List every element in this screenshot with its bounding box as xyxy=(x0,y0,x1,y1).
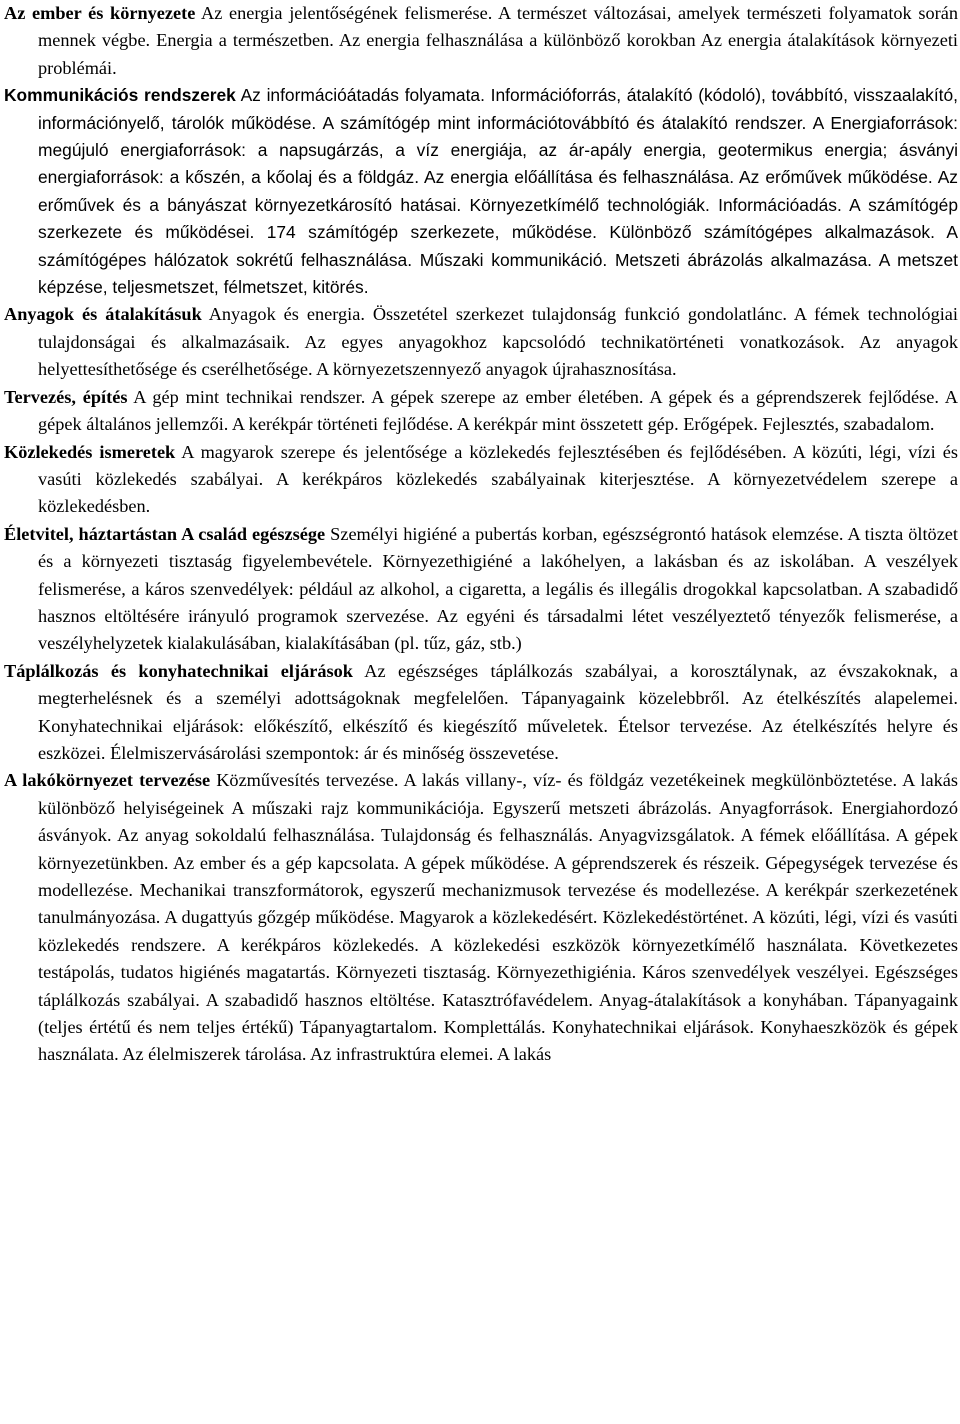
paragraph-text: Az információátadás folyamata. Információforrás, átalakító (kódoló), továbbító, visszaalakító, információnyelő, tárolók működése. A számítógép mint információtovábbító és átalakító rendszer. A Energiaforrások: megújuló energiaforrások: a napsugárzás, a víz energiája, az ár-apály energia, geotermikus energia; ásványi energiaforrások: a kőszén, a kőolaj és a földgáz. Az energia előállítása és felhasználása. Az erőművek működése. Az erőművek és a bányászat környezetkárosító hatásai. Környezetkímélő technológiák. Információadás. A számítógép szerkezete és működései. 174 számítógép szerkezete, működése. Különböző számítógépes alkalmazások. A számítógépes hálózatok sokrétű felhasználása. Műszaki kommunikáció. Metszeti ábrázolás alkalmazása. A metszet képzése, teljesmetszet, félmetszet, kitörés. xyxy=(38,85,958,298)
paragraph-text: Anyagok és energia. Összetétel szerkezet tulajdonság funkció gondolatlánc. A fémek technológiai tulajdonságai és alkalmazásaik. Az egyes anyagokhoz kapcsolódó technikatörténeti vonatkozások. Az anyagok helyettesíthetősége és cserélhetősége. A környezetszennyező anyagok újrahasznosítása. xyxy=(38,304,958,380)
section-heading: Kommunikációs rendszerek xyxy=(4,85,236,106)
paragraph-text: Az energia jelentőségének felismerése. A természet változásai, amelyek természeti folyamatok során mennek végbe. Energia a természetben. Az energia felhasználása a különböző korokban Az energia átalakítások környezeti problémái. xyxy=(38,3,958,78)
section-heading: Tervezés, építés xyxy=(4,386,128,407)
section-heading: Anyagok és átalakításuk xyxy=(4,304,202,325)
paragraph-az-ember-es-kornyezete xyxy=(4,0,958,82)
paragraph-text: A magyarok szerepe és jelentősége a közlekedés fejlesztésében és fejlődésében. A közúti, légi, vízi és vasúti közlekedés szabályai. A kerékpáros közlekedés szabályainak kiterjesztése. A környezetvédelem szerepe a közlekedésben. xyxy=(38,441,958,517)
paragraph-text: Az egészséges táplálkozás szabályai, a korosztálynak, az évszakoknak, a megterhelésnek és a személyi adottságoknak megfelelően. Tápanyagaink közelebbről. Az ételkészítés alapelemei. Konyhatechnikai eljárások: előkészítő, elkészítő és kiegészítő műveletek. Ételsor tervezése. Az ételkészítés helyre és eszközei. Élelmiszervásárolási szempontok: ár és minőség összevetése. xyxy=(38,660,958,763)
paragraph-kommunikacios-rendszerek xyxy=(4,82,958,301)
section-heading: Közlekedés ismeretek xyxy=(4,441,176,462)
paragraph-text: Személyi higiéné a pubertás korban, egészségrontó hatások elemzése. A tiszta öltözet és a környezeti tisztaság figyelembevétele. Környezethigiéné a lakóhelyen, a lakásban és az iskolában. A veszélyek felismerése, a káros szenvedélyek: például az alkohol, a cigaretta, a legális és illegális drogokkal kapcsolatban. A szabadidő hasznos eltöltésére irányuló programok szervezése. Az egyéni és társadalmi létet veszélyeztető tényezők felismerése, a veszélyhelyzetek kialakulásában, kialakításában (pl. tűz, gáz, stb.) xyxy=(38,523,958,654)
paragraph-anyagok-es-atalakitasuk xyxy=(4,301,958,383)
section-heading: Az ember és környezete xyxy=(4,3,196,23)
paragraph-tervezes-epites xyxy=(4,384,958,439)
section-heading: A lakókörnyezet tervezése xyxy=(4,770,211,791)
paragraph-text: Közművesítés tervezése. A lakás villany-, víz- és földgáz vezetékeinek megkülönböztetése. A lakás különböző helyiségeinek A műszaki rajz kommunikációja. Egyszerű metszeti ábrázolás. Anyagforrások. Energiahordozó ásványok. Az anyag sokoldalú felhasználása. Tulajdonság és felhasználás. Anyagvizsgálatok. A fémek előállítása. A gépek környezetünkben. Az ember és a gép kapcsolata. A gépek működése. A géprendszerek és részeik. Gépegységek tervezése és modellezése. Mechanikai transzformátorok, egyszerű mechanizmusok tervezése és modellezése. A kerékpár szerkezetének tanulmányozása. A dugattyús gőzgép működése. Magyarok a közlekedésért. Közlekedéstörténet. A közúti, légi, vízi és vasúti közlekedés rendszere. A kerékpáros közlekedés. A közlekedési eszközök környezetkímélő használata. Következetes testápolás, tudatos higiénés magatartás. Környezeti tisztaság. Környezethigiénia. Káros szenvedélyek veszélyei. Egészséges táplálkozás szabályai. A szabadidő hasznos eltöltése. Katasztrófavédelem. Anyag-átalakítások a konyhában. Tápanyagaink (teljes értétű és nem teljes értékű) Tápanyagtartalom. Komplettálás. Konyhatechnikai eljárások. Konyhaeszközök és gépek használata. Az élelmiszerek tárolása. Az infrastruktúra elemei. A lakás xyxy=(38,770,958,1065)
paragraph-lakokornyezet-tervezese xyxy=(4,767,958,1068)
paragraph-taplalkozas xyxy=(4,658,958,768)
paragraph-text: A gép mint technikai rendszer. A gépek szerepe az ember életében. A gépek és a géprendszerek fejlődése. A gépek általános jellemzői. A kerékpár történeti fejlődése. A kerékpár mint összetett gép. Erőgépek. Fejlesztés, szabadalom. xyxy=(38,386,958,435)
paragraph-eletvitel-haztartastan xyxy=(4,521,958,658)
section-heading: Életvitel, háztartástan A család egészsége xyxy=(4,523,326,544)
section-heading: Táplálkozás és konyhatechnikai eljárások xyxy=(4,660,353,681)
paragraph-kozlekedes-ismeretek xyxy=(4,439,958,521)
